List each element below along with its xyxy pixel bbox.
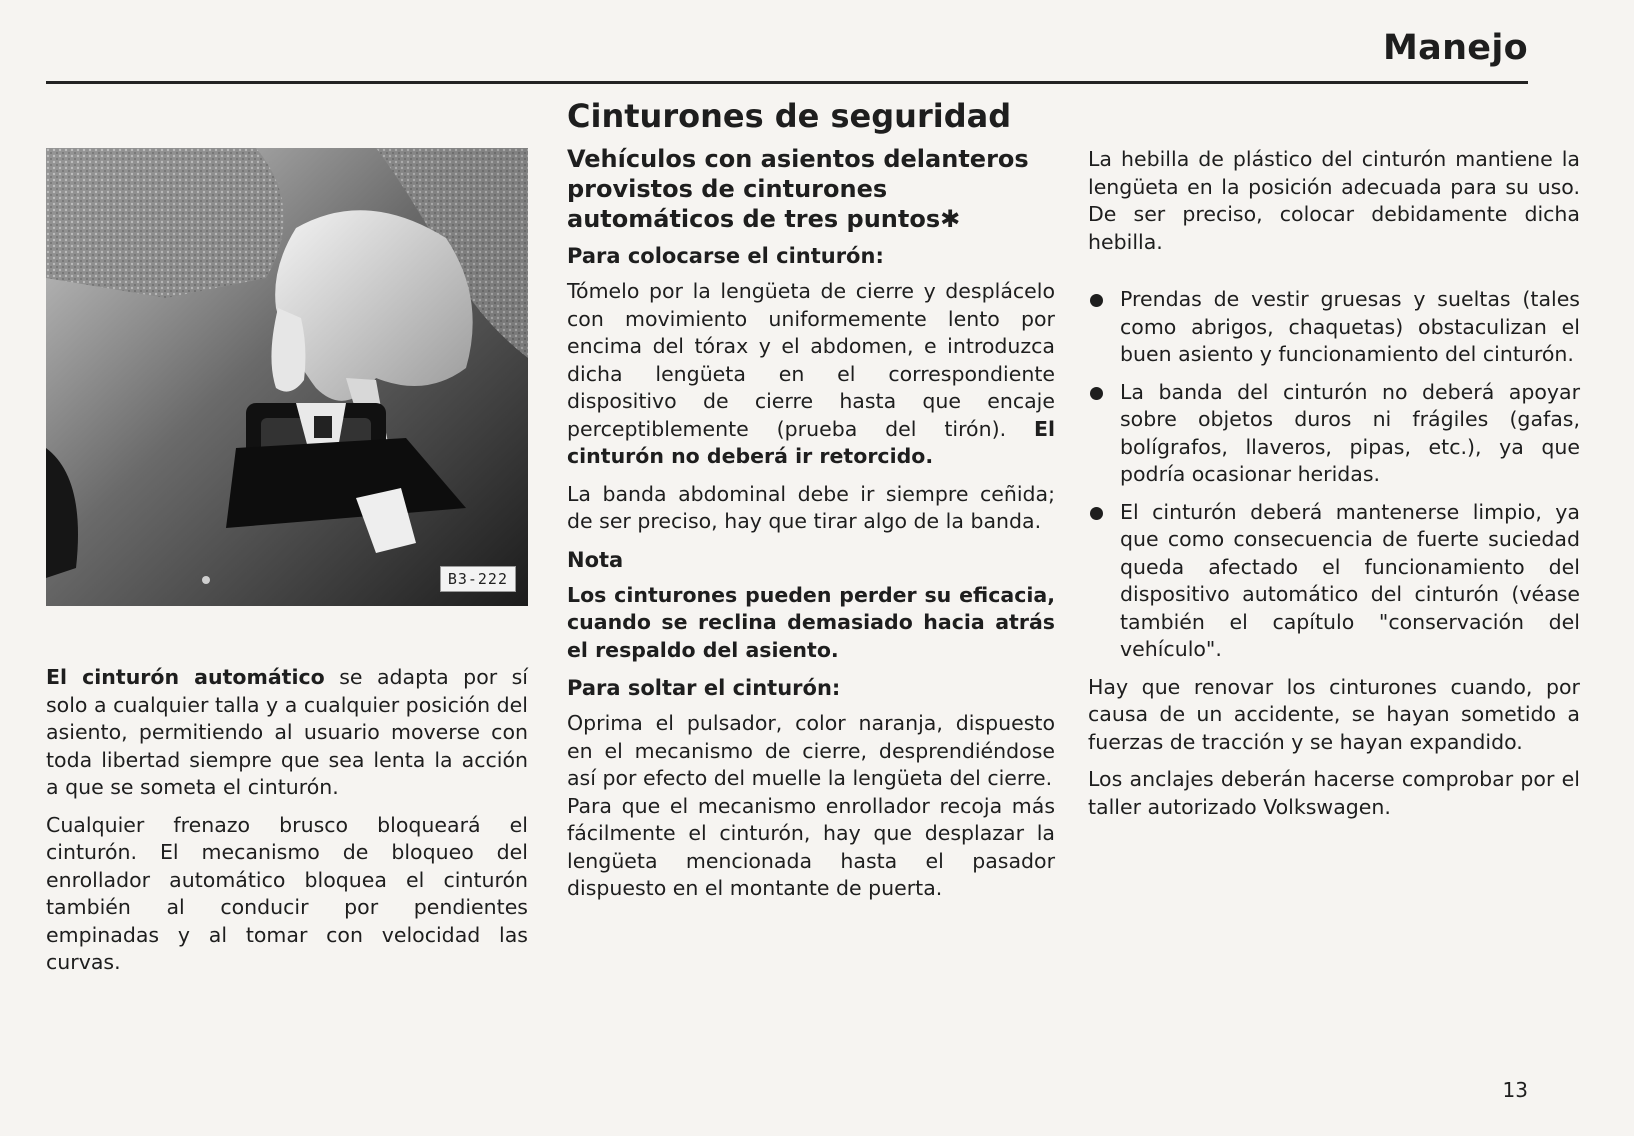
- paragraph-lap-belt: La banda abdominal debe ir siempre ceñida; de ser preciso, hay que tirar algo de la banda.: [567, 481, 1055, 533]
- bullet-text: La banda del cinturón no deberá apoyar sobre objetos duros ni frágiles (gafas, bolígrafos, llaveros, pipas, etc.), ya que podría ocasionar heridas.: [1120, 379, 1580, 486]
- bullet-list: [1088, 286, 1580, 664]
- bullet-text: Prendas de vestir gruesas y sueltas (tales como abrigos, chaquetas) obstaculizan el buen asiento y funcionamiento del cinturón.: [1120, 287, 1580, 366]
- middle-column: [567, 96, 1055, 903]
- right-column: [1088, 146, 1580, 831]
- caption-bold: El cinturón automático: [46, 665, 325, 689]
- paragraph-put-on: [567, 278, 1055, 471]
- page-title: Cinturones de seguridad: [567, 97, 1012, 135]
- paragraph-anchors: Los anclajes deberán hacerse comprobar por el taller autorizado Volkswagen.: [1088, 767, 1580, 819]
- paragraph-buckle: La hebilla de plástico del cinturón mantiene la lengüeta en la posición adecuada para su uso. De ser preciso, colocar debidamente dicha hebilla.: [1088, 147, 1580, 254]
- paragraph-release-2: Para que el mecanismo enrollador recoja más fácilmente el cinturón, hay que desplazar la lengüeta mencionada hasta el pasador dispuesto en el montante de puerta.: [567, 793, 1055, 900]
- put-on-warning: El cinturón no deberá ir retorcido.: [567, 416, 1055, 468]
- heading-put-on: Para colocarse el cinturón:: [567, 244, 884, 268]
- bullet-item: [1088, 379, 1580, 489]
- bullet-dot-icon: [1090, 387, 1103, 400]
- heading-note: Nota: [567, 547, 624, 572]
- caption-text: se adapta por sí solo a cualquier talla y a cualquier posición del asiento, permitiendo al usuario moverse con toda libertad siempre que sea lenta la acción a que se someta el cinturón.: [46, 665, 529, 799]
- bullet-item: [1088, 286, 1580, 369]
- put-on-text: Tómelo por la lengüeta de cierre y desplácelo con movimiento uniformemente lento por encima del tórax y el abdomen, e introduzca dicha lengüeta en el correspondiente dispositivo de cierre hasta que encaje perceptiblemente (prueba del tirón).: [567, 279, 1055, 441]
- paragraph-renew: Hay que renovar los cinturones cuando, por causa de un accidente, se hayan sometido a fuerzas de tracción y se hayan expandido.: [1088, 674, 1580, 754]
- bullet-text: El cinturón deberá mantenerse limpio, ya que como consecuencia de fuerte suciedad queda afectado el funcionamiento del dispositivo automático del cinturón (véase también el capítulo "conservación del vehículo".: [1120, 499, 1580, 661]
- header-rule: [46, 81, 1528, 84]
- subtitle: Vehículos con asientos delanteros provistos de cinturones automáticos de tres puntos✱: [567, 145, 1029, 233]
- left-paragraph-2: Cualquier frenazo brusco bloqueará el cinturón. El mecanismo de bloqueo del enrollador automático bloquea el cinturón también al conducir por pendientes empinadas y al tomar con velocidad las curvas.: [46, 812, 528, 974]
- left-column: [46, 664, 528, 987]
- figure-label: B3-222: [440, 566, 516, 592]
- bullet-dot-icon: [1090, 507, 1103, 520]
- section-title: Manejo: [1383, 28, 1528, 68]
- bullet-dot-icon: [1090, 294, 1103, 307]
- seatbelt-photo: [46, 148, 528, 606]
- paragraph-release-1: Oprima el pulsador, color naranja, dispuesto en el mecanismo de cierre, desprendiéndose así por efecto del muelle la lengüeta del cierre.: [567, 711, 1055, 790]
- seatbelt-photo-drawing: [46, 148, 528, 606]
- heading-release: Para soltar el cinturón:: [567, 676, 841, 700]
- page-number: 13: [1502, 1078, 1528, 1102]
- note-text: Los cinturones pueden perder su eficacia, cuando se reclina demasiado hacia atrás el respaldo del asiento.: [567, 582, 1055, 662]
- bullet-item: [1088, 499, 1580, 664]
- caption-paragraph: [46, 664, 528, 802]
